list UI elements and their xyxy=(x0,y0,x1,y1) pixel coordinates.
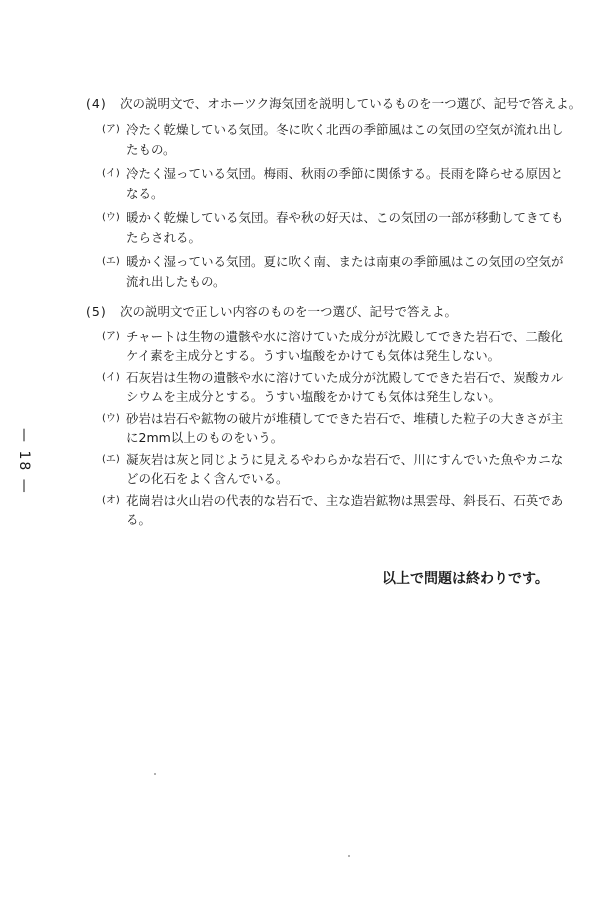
choice-text: 暖かく乾燥している気団。春や秋の好天は、この気団の一部が移動してきても xyxy=(126,210,564,225)
choice-text: たらされる。 xyxy=(126,230,202,245)
choice-label: (オ) xyxy=(102,495,120,506)
question-5-header xyxy=(86,302,566,324)
choice-text: 花崗岩は火山岩の代表的な岩石で、主な造岩鉱物は黒雲母、斜長石、石英であ xyxy=(126,493,564,508)
choice-text: 砂岩は岩石や鉱物の破片が堆積してできた岩石で、堆積した粒子の大きさが主 xyxy=(126,411,564,426)
choice-text: ケイ素を主成分とする。うすい塩酸をかけても気体は発生しない。 xyxy=(126,348,501,363)
choice-4-i xyxy=(102,164,566,204)
choice-5-a xyxy=(102,327,566,365)
choice-text: に2mm以上のものをいう。 xyxy=(126,430,284,445)
choice-label: (ア) xyxy=(102,331,120,342)
choice-4-e xyxy=(102,252,566,292)
page-number: — 18 — xyxy=(16,428,32,495)
choice-text: シウムを主成分とする。うすい塩酸をかけても気体は発生しない。 xyxy=(126,389,501,404)
choice-label: (エ) xyxy=(102,256,120,267)
end-of-exam-notice: 以上で問題は終わりです。 xyxy=(382,571,549,587)
choice-text: る。 xyxy=(126,512,152,527)
choice-5-o xyxy=(102,491,566,529)
choice-5-i xyxy=(102,368,566,406)
choice-text: 石灰岩は生物の遺骸や水に溶けていた成分が沈殿してできた岩石で、炭酸カル xyxy=(126,370,564,385)
question-5-number: (5) xyxy=(86,304,107,319)
choice-label: (エ) xyxy=(102,454,120,465)
choice-text: 冷たく乾燥している気団。冬に吹く北西の季節風はこの気団の空気が流れ出し xyxy=(126,122,564,137)
choice-text: どの化石をよく含んでいる。 xyxy=(126,471,289,486)
scan-speck xyxy=(154,773,156,775)
choice-text: 凝灰岩は灰と同じように見えるやわらかな岩石で、川にすんでいた魚やカニな xyxy=(126,452,564,467)
question-4-prompt: 次の説明文で、オホーツク海気団を説明しているものを一つ選び、記号で答えよ。 xyxy=(120,96,582,111)
choice-label: (ア) xyxy=(102,124,120,135)
choice-text: なる。 xyxy=(126,186,164,201)
choice-text: たもの。 xyxy=(126,142,176,157)
choice-text: 流れ出したもの。 xyxy=(126,274,226,289)
choice-label: (イ) xyxy=(102,372,120,383)
question-4-header xyxy=(86,94,582,116)
choice-5-e xyxy=(102,450,566,488)
choice-4-u xyxy=(102,208,566,248)
question-4-number: (4) xyxy=(86,96,107,111)
scan-speck xyxy=(348,855,350,857)
choice-label: (ウ) xyxy=(102,413,120,424)
choice-text: チャートは生物の遺骸や水に溶けていた成分が沈殿してできた岩石で、二酸化 xyxy=(126,329,563,344)
choice-label: (イ) xyxy=(102,168,120,179)
choice-text: 冷たく湿っている気団。梅雨、秋雨の季節に関係する。長雨を降らせる原因と xyxy=(126,166,564,181)
choice-label: (ウ) xyxy=(102,212,120,223)
question-4 xyxy=(86,94,582,292)
choice-4-a xyxy=(102,120,566,160)
question-5-prompt: 次の説明文で正しい内容のものを一つ選び、記号で答えよ。 xyxy=(120,304,458,319)
choice-5-u xyxy=(102,409,566,447)
choice-text: 暖かく湿っている気団。夏に吹く南、または南東の季節風はこの気団の空気が xyxy=(126,254,564,269)
question-5 xyxy=(86,302,566,529)
